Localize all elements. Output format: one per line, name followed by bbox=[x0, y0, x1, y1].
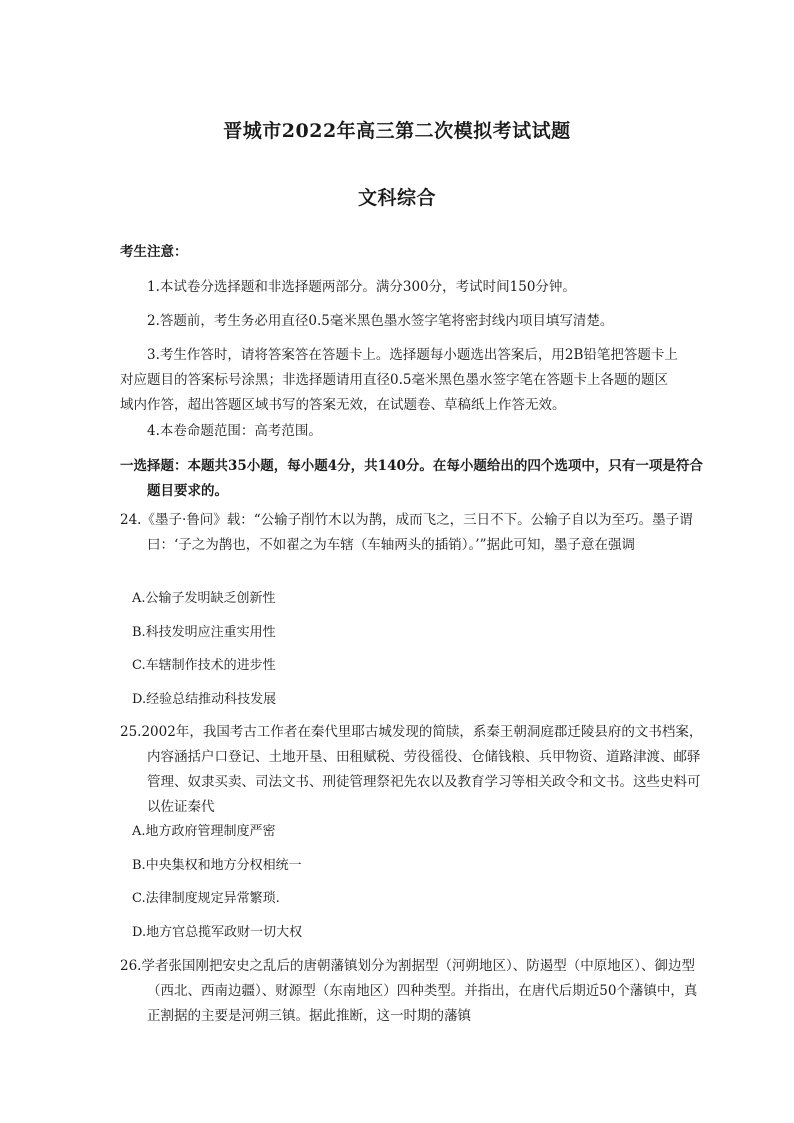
question-25-option-a: A.地方政府管理制度严密 bbox=[132, 824, 276, 839]
section-heading: 一选择题：本题共35小题，每小题4分，共140分。在每小题给出的四个选项中，只有一项是符合题目要求的。 bbox=[120, 458, 703, 499]
notice-item-4: 4.本卷命题范围：高考范围。 bbox=[147, 423, 322, 439]
notice-item-1: 1.本试卷分选择题和非选择题两部分。满分300分，考试时间150分钟。 bbox=[147, 279, 576, 295]
question-25-option-b: B.中央集权和地方分权相统一 bbox=[132, 858, 302, 873]
question-25-option-c: C.法律制度规定异常繁琐. bbox=[132, 891, 280, 906]
question-24-stem: 24.《墨子·鲁问》载：“公输子削竹木以为鹊，成而飞之，三日不下。公输子自以为至巧。墨子谓曰：‘子之为鹊也，不如翟之为车辖（车轴两头的插销）。’”据此可知，墨子意在强调 bbox=[120, 512, 693, 553]
question-24-option-c: C.车辖制作技术的进步性 bbox=[132, 658, 276, 673]
question-24-option-d: D.经验总结推动科技发展 bbox=[132, 692, 277, 707]
question-24-option-b: B.科技发明应注重实用性 bbox=[132, 625, 276, 640]
question-24-option-a: A.公输子发明缺乏创新性 bbox=[132, 591, 276, 606]
notice-heading: 考生注意： bbox=[120, 244, 188, 260]
notice-item-2: 2.答题前，考生务必用直径0.5毫米黑色墨水签字笔将密封线内项目填写清楚。 bbox=[147, 313, 614, 329]
question-25-stem: 25.2002年，我国考古工作者在秦代里耶古城发现的简牍，系秦王朝洞庭郡迁陵县府的文书档案，内容涵括户口登记、土地开垦、田租赋税、劳役徭役、仓储钱粮、兵甲物资、道路津渡、邮驿管理、奴隶买卖、司法文书、刑徒管理祭祀先农以及教育学习等相关政令和文书。这些史料可以佐证秦代 bbox=[120, 724, 703, 815]
notice-item-3: 3.考生作答时，请将答案答在答题卡上。选择题每小题选出答案后，用2B铅笔把答题卡上对应题目的答案标号涂黑；非选择题请用直径0.5毫米黑色墨水签字笔在答题卡上各题的题区域内作答，超出答题区域书写的答案无效，在试题卷、草稿纸上作答无效。 bbox=[120, 347, 678, 413]
exam-title: 晋城市2022年高三第二次模拟考试试题 bbox=[223, 120, 571, 142]
question-26-stem: 26.学者张国刚把安史之乱后的唐朝藩镇划分为割据型（河朔地区）、防遏型（中原地区）、御边型（西北、西南边疆）、财源型（东南地区）四种类型。并指出，在唐代后期近50个藩镇中，真正割据的主要是河朔三镇。据此推断，这一时期的藩镇 bbox=[120, 958, 698, 1024]
question-25-option-d: D.地方官总揽军政财一切大权 bbox=[132, 925, 303, 940]
exam-subtitle: 文科综合 bbox=[357, 187, 436, 209]
